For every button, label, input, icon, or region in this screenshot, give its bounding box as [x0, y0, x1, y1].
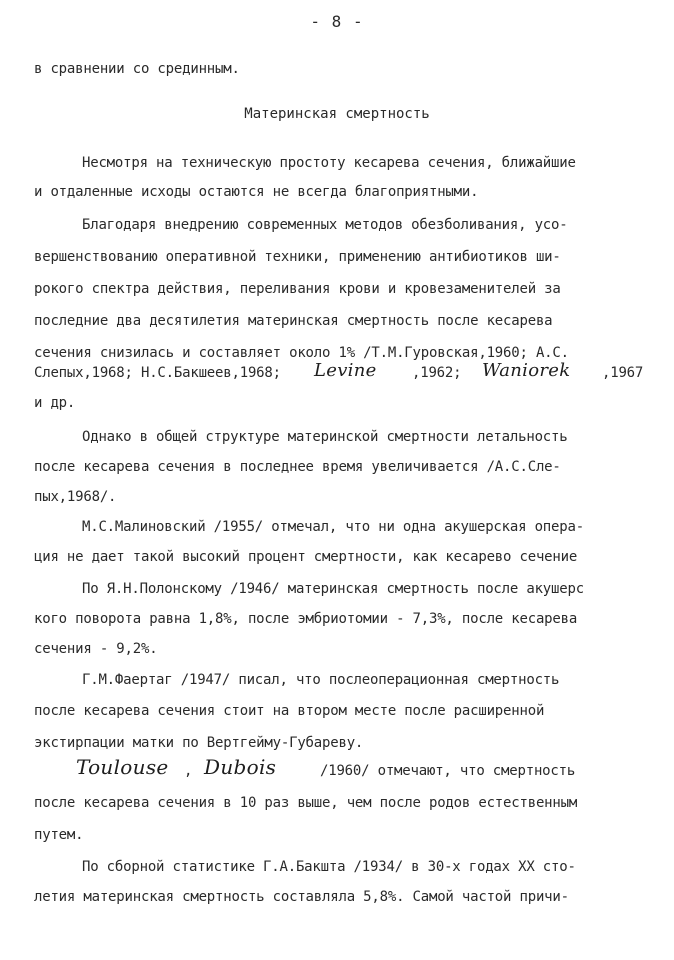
text-line: рокого спектра действия, переливания крови и кровезаменителей за — [34, 281, 561, 297]
text-line: Благодаря внедрению современных методов обезболивания, усо- — [82, 217, 568, 233]
text-line: По Я.Н.Полонскому /1946/ материнская смертность после акушерс — [82, 581, 584, 597]
handwritten-name-dubois: Dubois — [204, 755, 277, 779]
text-line: и отдаленные исходы остаются не всегда благоприятными. — [34, 184, 479, 200]
handwritten-name-waniorek: Waniorek — [482, 360, 571, 381]
text-segment: ,1962; — [412, 365, 462, 381]
text-line: Несмотря на техническую простоту кесарева сечения, ближайшие — [82, 155, 576, 171]
page-number: - 8 - — [310, 12, 364, 31]
text-line: кого поворота равна 1,8%, после эмбриотомии - 7,3%, после кесарева — [34, 611, 578, 627]
text-segment: , — [184, 763, 193, 779]
text-line: в сравнении со срединным. — [34, 61, 240, 77]
text-line: экстирпации матки по Вертгейму-Губареву. — [34, 735, 364, 751]
text-line: вершенствованию оперативной техники, применению антибиотиков ши- — [34, 249, 561, 265]
text-line-with-handwriting — [34, 360, 644, 382]
text-line: Однако в общей структуре материнской смертности летальность — [82, 429, 568, 445]
text-segment: /1960/ отмечают, что смертность — [320, 763, 576, 779]
text-line: ция не дает такой высокий процент смертности, как кесарево сечение — [34, 549, 578, 565]
text-segment: Слепых,1968; Н.С.Бакшеев,1968; — [34, 365, 281, 381]
text-line: путем. — [34, 827, 84, 843]
text-line: летия материнская смертность составляла 5,8%. Самой частой причи- — [34, 889, 569, 905]
text-line: после кесарева сечения в последнее время увеличивается /А.С.Сле- — [34, 459, 561, 475]
text-line: М.С.Малиновский /1955/ отмечал, что ни одна акушерская опера- — [82, 519, 584, 535]
handwritten-name-toulouse: Toulouse — [76, 755, 169, 779]
text-line: По сборной статистике Г.А.Бакшта /1934/ в 30-х годах XX сто- — [82, 859, 576, 875]
text-line: и др. — [34, 395, 76, 411]
text-line: после кесарева сечения в 10 раз выше, чем после родов естественным — [34, 795, 578, 811]
text-line: последние два десятилетия материнская смертность после кесарева — [34, 313, 553, 329]
handwritten-name-levine: Levine — [314, 360, 377, 381]
text-segment: ,1967 — [602, 365, 644, 381]
text-line: сечения - 9,2%. — [34, 641, 158, 657]
text-line: Г.М.Фаертаг /1947/ писал, что послеоперационная смертность — [82, 672, 560, 688]
section-heading: Материнская смертность — [244, 106, 430, 122]
text-line: после кесарева сечения стоит на втором месте после расширенной — [34, 703, 545, 719]
text-line: сечения снизилась и составляет около 1% /Т.М.Гуровская,1960; А.С. — [34, 345, 569, 361]
text-line: пых,1968/. — [34, 489, 117, 505]
